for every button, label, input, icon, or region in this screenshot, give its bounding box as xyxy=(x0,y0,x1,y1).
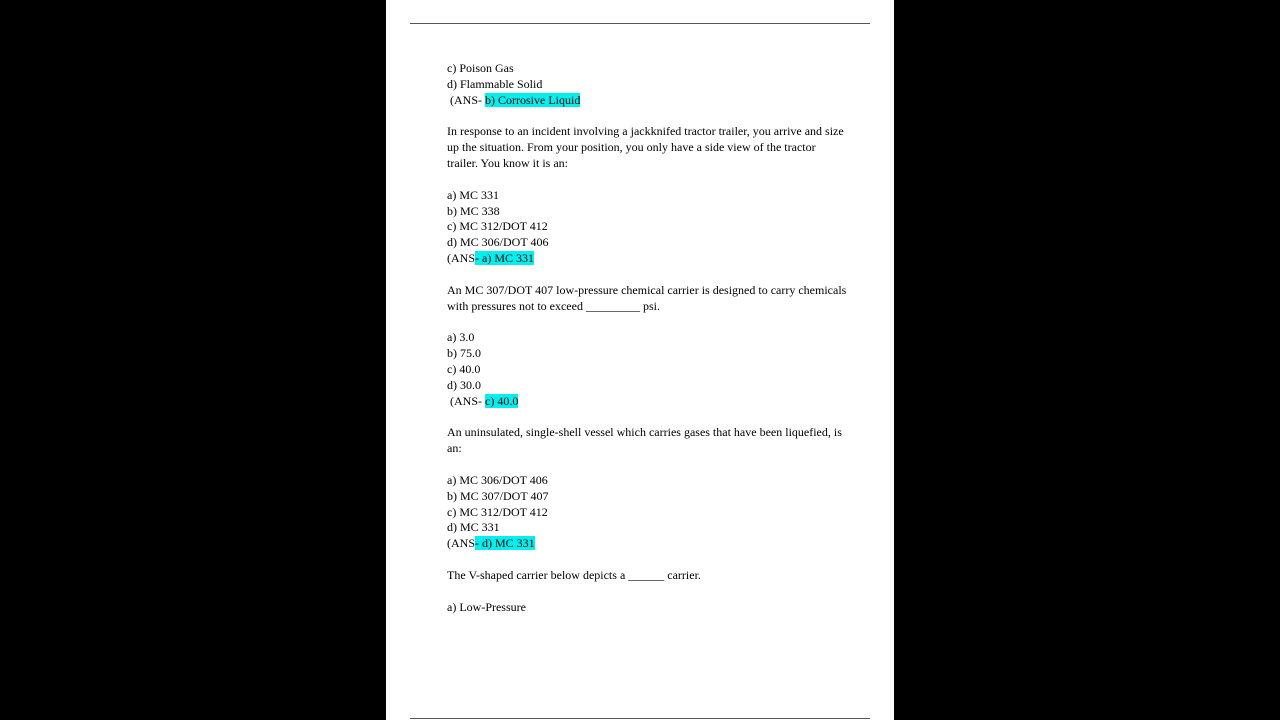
spacer xyxy=(447,172,867,188)
option-line: b) MC 338 xyxy=(447,203,500,218)
answer-line xyxy=(447,536,867,552)
question-line: The V-shaped carrier below depicts a ______ carrier. xyxy=(447,568,701,582)
option-line: d) 30.0 xyxy=(447,377,481,392)
option-line: d) MC 331 xyxy=(447,520,500,535)
option-line: c) MC 312/DOT 412 xyxy=(447,219,548,234)
question-line: with pressures not to exceed _________ psi. xyxy=(447,298,660,313)
spacer xyxy=(447,552,867,568)
option-line: c) 40.0 xyxy=(447,362,481,377)
option-line: d) MC 306/DOT 406 xyxy=(447,235,549,250)
answer-prefix: (ANS- xyxy=(447,92,485,107)
option-line: b) MC 307/DOT 407 xyxy=(447,488,549,503)
answer-prefix: (ANS xyxy=(447,251,476,266)
option-line: a) MC 331 xyxy=(447,187,499,202)
page-content xyxy=(447,61,867,616)
option-line: d) Flammable Solid xyxy=(447,76,543,91)
option-line: a) MC 306/DOT 406 xyxy=(447,472,548,487)
answer-prefix: (ANS xyxy=(447,536,476,551)
option-line: a) Low-Pressure xyxy=(447,599,526,614)
spacer xyxy=(447,267,867,283)
question-line: up the situation. From your position, you only have a side view of the tractor xyxy=(447,140,816,155)
question-line: An MC 307/DOT 407 low-pressure chemical carrier is designed to carry chemicals xyxy=(447,282,847,297)
question-line: An uninsulated, single-shell vessel which carries gases that have been liquefied, is xyxy=(447,425,842,440)
answer-highlight: - a) MC 331 xyxy=(475,251,535,266)
spacer xyxy=(447,410,867,426)
option-line: a) 3.0 xyxy=(447,330,475,345)
answer-line xyxy=(447,394,867,410)
answer-line xyxy=(447,93,867,109)
footer-rule xyxy=(410,718,870,719)
document-page xyxy=(386,0,894,720)
option-line: c) Poison Gas xyxy=(447,61,514,75)
spacer xyxy=(447,584,867,600)
question-line: an: xyxy=(447,441,462,456)
answer-highlight: - d) MC 331 xyxy=(475,536,535,551)
answer-prefix: (ANS- xyxy=(447,393,485,408)
answer-highlight: c) 40.0 xyxy=(485,393,519,408)
header-rule xyxy=(410,23,870,24)
spacer xyxy=(447,457,867,473)
question-line: In response to an incident involving a jackknifed tractor trailer, you arrive and size xyxy=(447,124,844,139)
option-line: b) 75.0 xyxy=(447,346,481,361)
spacer xyxy=(447,315,867,331)
answer-line xyxy=(447,251,867,267)
option-line: c) MC 312/DOT 412 xyxy=(447,504,548,519)
answer-highlight: b) Corrosive Liquid xyxy=(485,92,581,107)
question-line: trailer. You know it is an: xyxy=(447,156,569,171)
spacer xyxy=(447,109,867,125)
